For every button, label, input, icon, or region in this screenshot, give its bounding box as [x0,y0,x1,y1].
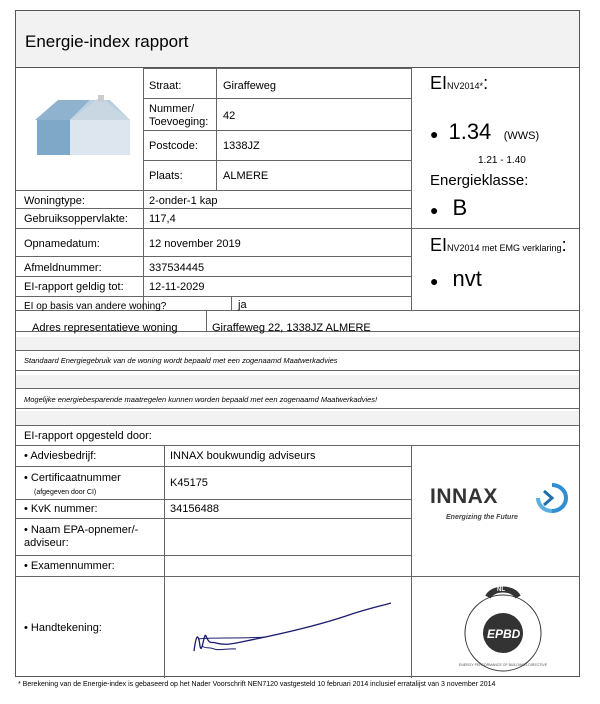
emg-row: ● nvt [430,266,482,291]
emg-heading: EINV2014 met EMG verklaring: [430,235,567,255]
grey-band [16,375,579,388]
divider [16,499,411,500]
divider [16,466,411,467]
divider [143,98,411,99]
kvk-value: 34156488 [170,503,219,515]
sign-label: • Handtekening: [24,622,102,634]
ei-heading: EINV2014*: [430,73,489,93]
divider [16,518,411,519]
basis-label: EI op basis van andere woning? [24,301,167,312]
divider [164,445,165,678]
bureau-value: INNAX boukwundig adviseurs [170,450,316,462]
divider [16,408,579,409]
divider [206,310,207,331]
exam-label: • Examennummer: [24,560,115,572]
postcode-value: 1338JZ [223,140,260,152]
divider [411,68,412,310]
valid-value: 12-11-2029 [149,281,205,293]
ei-value-row: ● 1.34 (WWS) [430,119,540,144]
afmeld-label: Afmeldnummer: [24,262,102,274]
area-label: Gebruiksoppervlakte: [24,213,128,225]
type-value: 2-onder-1 kap [149,195,218,207]
footnote: * Berekening van de Energie-index is gebaseerd op het Nader Voorschrift NEN7120 vastgesteld 10 februari 2014 inclusief erratalijst van 3 november 2014 [18,681,496,688]
divider [411,228,579,229]
divider [16,350,579,351]
street-value: Giraffeweg [223,80,276,92]
city-label: Plaats: [149,170,183,182]
divider [16,276,411,277]
valid-label: EI-rapport geldig tot: [24,281,124,293]
divider [16,445,579,446]
afmeld-value: 337534445 [149,262,205,274]
divider [16,228,411,229]
divider [143,68,411,69]
type-label: Woningtype: [24,195,85,207]
house-icon [30,95,140,157]
opgesteld-header: EI-rapport opgesteld door: [24,430,152,442]
rep-value: Giraffeweg 22, 1338JZ ALMERE [212,322,371,334]
divider [16,425,579,426]
divider [143,190,144,310]
divider [16,576,579,577]
street-label: Straat: [149,80,182,92]
note-1: Standaard Energiegebruik van de woning wordt bepaald met een zogenaamd Maatwerkadvies [24,356,338,365]
divider [411,445,412,678]
city-value: ALMERE [223,170,269,182]
date-label: Opnamedatum: [24,238,100,250]
divider [16,256,411,257]
naam-label: • Naam EPA-opnemer/-adviseur: [24,524,139,549]
innax-logo: INNAX Energizing the Future [426,481,574,541]
page-title: Energie-index rapport [25,32,189,51]
number-label: Nummer/ Toevoeging: [149,103,209,128]
divider [143,160,411,161]
divider [16,388,579,389]
grey-band [16,411,579,425]
epbd-logo: EPBD NL ENERGY PERFORMANCE OF BUILDINGS DIRECTIVE [458,585,548,675]
innax-swirl-icon [536,483,568,513]
divider [16,190,411,191]
report-page [15,10,580,677]
ei-range: 1.21 - 1.40 [478,155,526,166]
divider [231,296,232,310]
rep-label: Adres representatieve woning [32,322,178,334]
report-header [16,11,579,68]
number-value: 42 [223,110,236,122]
signature-image [176,591,406,666]
divider [16,208,411,209]
date-value: 12 november 2019 [149,238,241,250]
cert-label: • Certificaatnummer [24,472,121,484]
note-2: Mogelijke energiebesparende maatregelen kunnen worden bepaald met een zogenaamd Maatwerkadvies! [24,395,378,404]
kvk-label: • KvK nummer: [24,503,98,515]
divider [143,68,144,190]
divider [216,68,217,190]
klasse-label: Energieklasse: [430,172,529,189]
klasse-row: ● B [430,195,468,220]
divider [16,555,411,556]
cert-sub: (afgegeven door CI) [34,489,97,496]
divider [143,130,411,131]
cert-value: K45175 [170,477,208,489]
grey-band [16,337,579,350]
divider [16,370,579,371]
postcode-label: Postcode: [149,140,198,152]
basis-value: ja [238,299,247,311]
divider [16,296,411,297]
area-value: 117,4 [149,213,176,225]
bureau-label: • Adviesbedrijf: [24,450,97,462]
